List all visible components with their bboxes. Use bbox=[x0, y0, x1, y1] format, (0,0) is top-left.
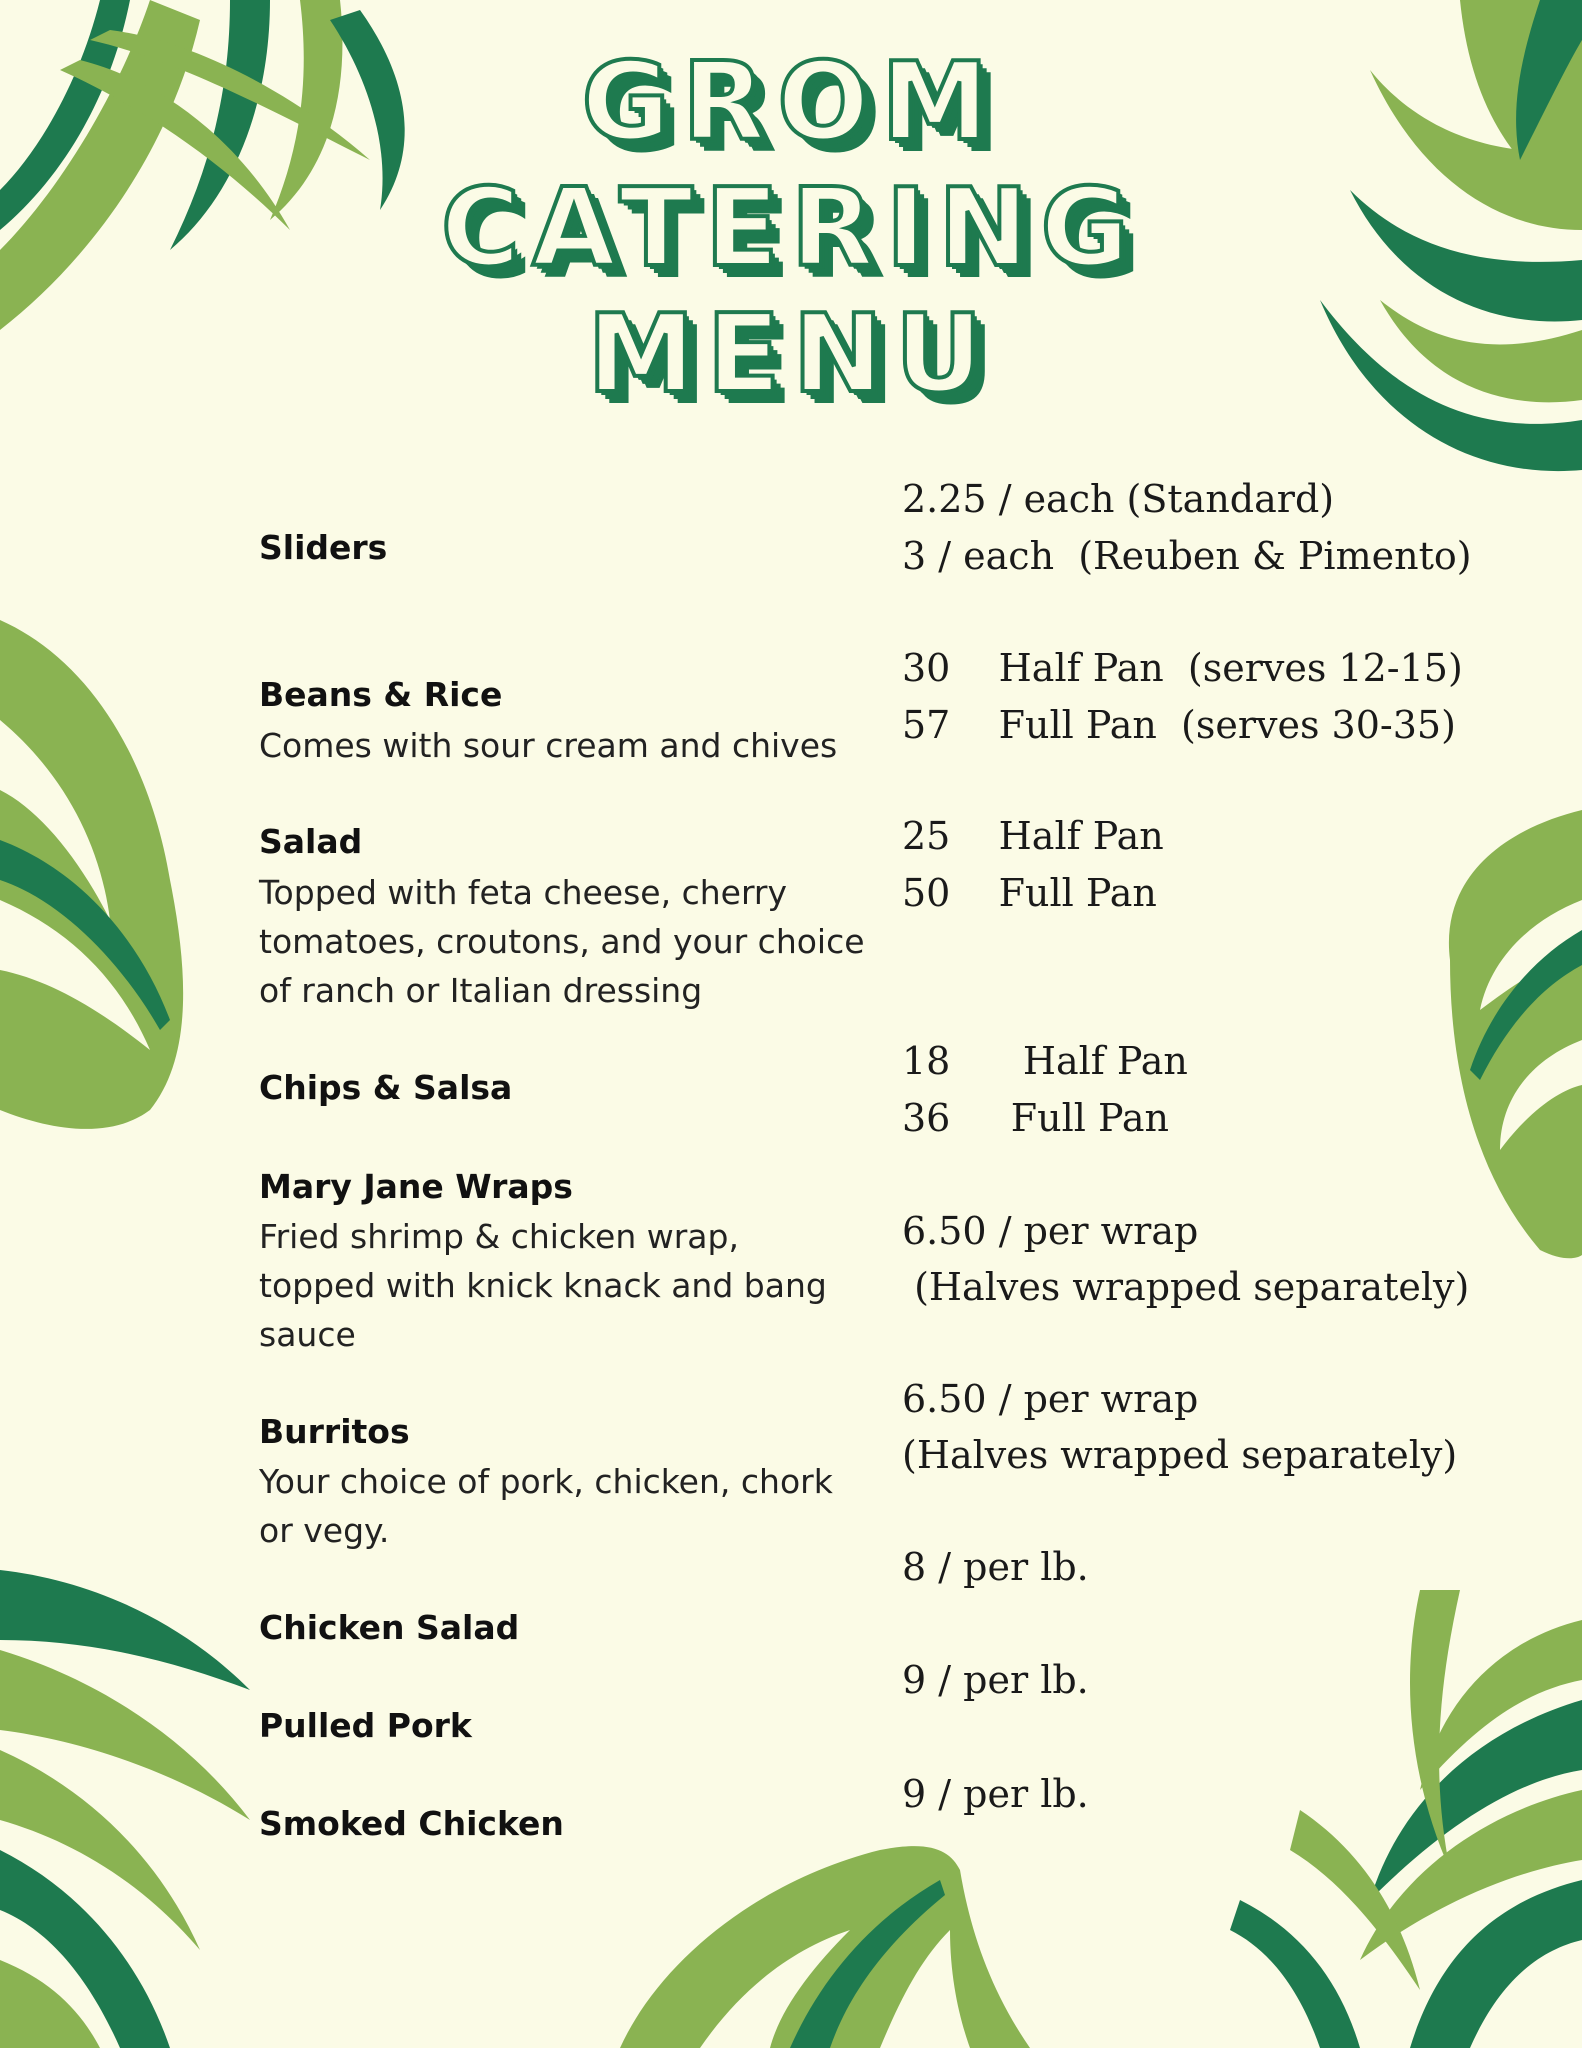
menu-item-price-mary-jane-wraps-2: (Halves wrapped separately) bbox=[902, 1265, 1470, 1309]
menu-item-price-sliders-2: 3 / each (Reuben & Pimento) bbox=[902, 534, 1472, 578]
monstera-leaf-left-icon bbox=[0, 620, 183, 1129]
title-line-menu: MENU bbox=[587, 292, 995, 417]
monstera-leaf-bottom-center-icon bbox=[620, 1846, 1030, 2048]
menu-item-price-beans-rice-2: 57 Full Pan (serves 30-35) bbox=[902, 703, 1456, 747]
menu-item-desc-burritos: Your choice of pork, chicken, chork or vegy. bbox=[259, 1462, 833, 1550]
menu-item-name-smoked-chicken: Smoked Chicken bbox=[259, 1804, 564, 1843]
menu-item-price-chips-salsa-1: 18 Half Pan bbox=[902, 1039, 1188, 1083]
palm-leaf-bottom-right-icon bbox=[1230, 1590, 1582, 2048]
menu-item-name-burritos: Burritos bbox=[259, 1412, 410, 1451]
menu-item-desc-beans-rice: Comes with sour cream and chives bbox=[259, 726, 838, 765]
menu-item-price-chips-salsa-2: 36 Full Pan bbox=[902, 1096, 1169, 1140]
title-line-catering: CATERING bbox=[440, 166, 1142, 291]
title-line-grom: GROM bbox=[581, 40, 1001, 165]
menu-item-price-smoked-chicken: 9 / per lb. bbox=[902, 1772, 1089, 1816]
monstera-leaf-right-icon bbox=[1449, 810, 1582, 1258]
palm-leaf-bottom-left-icon bbox=[0, 1570, 250, 2048]
menu-item-price-chicken-salad: 8 / per lb. bbox=[902, 1545, 1089, 1589]
menu-item-price-mary-jane-wraps-1: 6.50 / per wrap bbox=[902, 1209, 1199, 1253]
menu-item-name-pulled-pork: Pulled Pork bbox=[259, 1706, 472, 1745]
menu-item-price-beans-rice-1: 30 Half Pan (serves 12-15) bbox=[902, 646, 1463, 690]
menu-item-price-salad-1: 25 Half Pan bbox=[902, 814, 1164, 858]
menu-item-price-burritos-1: 6.50 / per wrap bbox=[902, 1377, 1199, 1421]
menu-item-name-mary-jane-wraps: Mary Jane Wraps bbox=[259, 1167, 573, 1206]
menu-item-name-sliders: Sliders bbox=[259, 528, 388, 567]
menu-item-name-salad: Salad bbox=[259, 822, 363, 861]
menu-item-desc-mary-jane-wraps: Fried shrimp & chicken wrap, topped with knick knack and bang sauce bbox=[259, 1217, 827, 1354]
menu-item-price-burritos-2: (Halves wrapped separately) bbox=[902, 1433, 1458, 1477]
menu-item-price-sliders-1: 2.25 / each (Standard) bbox=[902, 477, 1335, 521]
menu-item-name-chips-salsa: Chips & Salsa bbox=[259, 1068, 513, 1107]
menu-title bbox=[0, 40, 1582, 418]
menu-item-desc-salad: Topped with feta cheese, cherry tomatoes, croutons, and your choice of ranch or Italian dressing bbox=[259, 873, 865, 1010]
menu-item-price-pulled-pork: 9 / per lb. bbox=[902, 1658, 1089, 1702]
menu-item-price-salad-2: 50 Full Pan bbox=[902, 871, 1157, 915]
menu-item-name-chicken-salad: Chicken Salad bbox=[259, 1608, 520, 1647]
menu-item-name-beans-rice: Beans & Rice bbox=[259, 675, 503, 714]
